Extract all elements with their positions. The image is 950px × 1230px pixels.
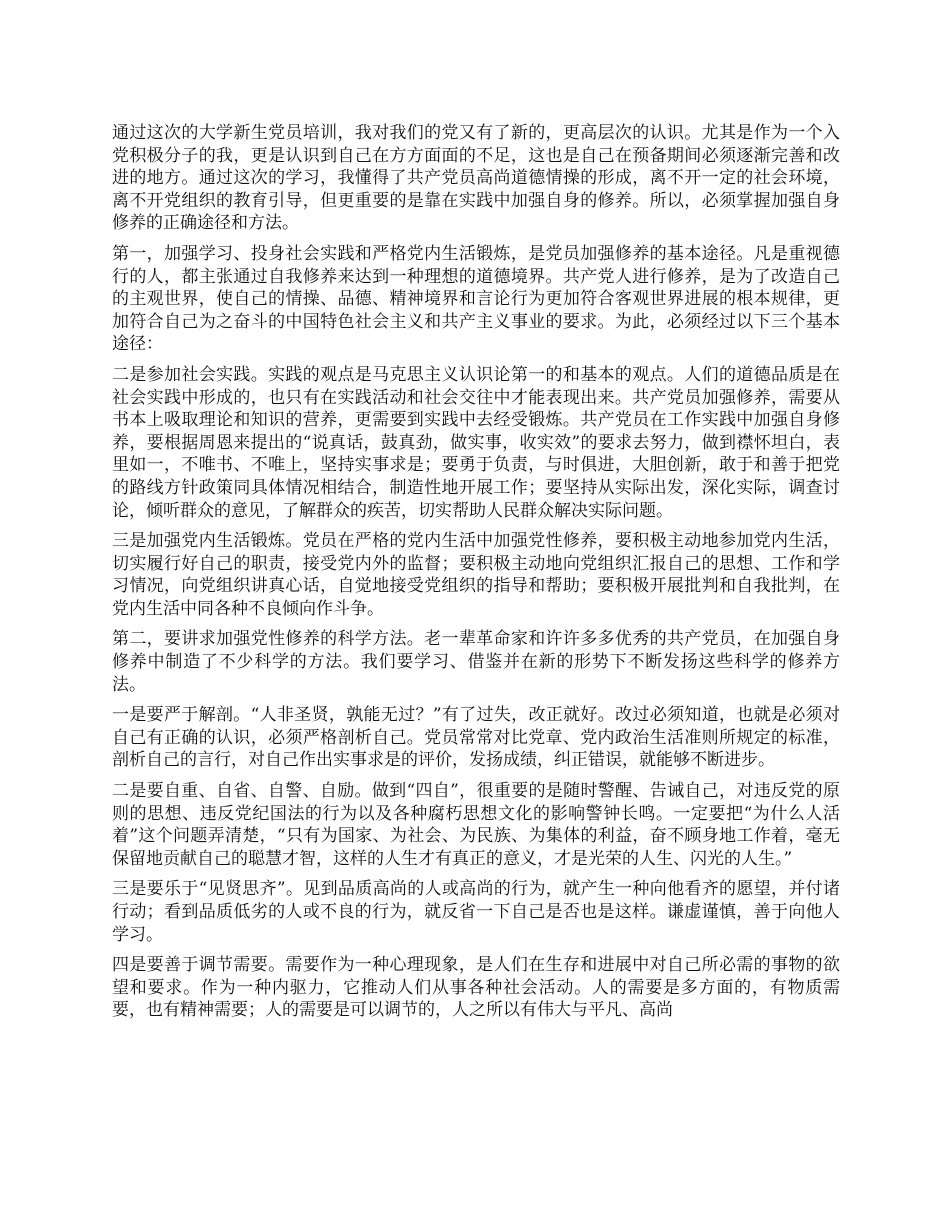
- document-body: [112, 122, 840, 1030]
- paragraph-first-point: 第一，加强学习、投身社会实践和严格党内生活锻炼，是党员加强修养的基本途径。凡是重视德行的人，都主张通过自我修养来达到一种理想的道德境界。共产党人进行修养，是为了改造自己的主观世界，使自己的情操、品德、精神境界和言论行为更加符合客观世界进展的根本规律，更加符合自己为之奋斗的中国特色社会主义和共产主义事业的要求。为此，必须经过以下三个基本途径：: [112, 243, 840, 355]
- paragraph-four-self: 二是要自重、自省、自警、自励。做到“四自”，很重要的是随时警醒、告诫自己，对违反党的原则的思想、违反党纪国法的行为以及各种腐朽思想文化的影响警钟长鸣。一定要把“为什么人活着”这个问题弄清楚，“只有为国家、为社会、为民族、为集体的利益，奋不顾身地工作着，毫无保留地贡献自己的聪慧才智，这样的人生才有真正的意义，才是光荣的人生、闪光的人生。”: [112, 781, 840, 869]
- paragraph-self-analysis: 一是要严于解剖。“人非圣贤，孰能无过？”有了过失，改正就好。改过必须知道，也就是必须对自己有正确的认识，必须严格剖析自己。党员常常对比党章、党内政治生活准则所规定的标准，剖析自己的言行，对自己作出实事求是的评价，发扬成绩，纠正错误，就能够不断进步。: [112, 705, 840, 771]
- paragraph-intro: 通过这次的大学新生党员培训，我对我们的党又有了新的，更高层次的认识。尤其是作为一个入党积极分子的我，更是认识到自己在方方面面的不足，这也是自己在预备期间必须逐渐完善和改进的地方。通过这次的学习，我懂得了共产党员高尚道德情操的形成，离不开一定的社会环境，离不开党组织的教育引导，但更重要的是靠在实践中加强自身的修养。所以，必须掌握加强自身修养的正确途径和方法。: [112, 123, 840, 234]
- paragraph-regulate-needs: 四是要善于调节需要。需要作为一种心理现象，是人们在生存和进展中对自己所必需的事物的欲望和要求。作为一种内驱力，它推动人们从事各种社会活动。人的需要是多方面的，有物质需要，也有精神需要；人的需要是可以调节的，人之所以有伟大与平凡、高尚: [112, 955, 840, 1021]
- paragraph-emulate-virtuous: 三是要乐于“见贤思齐”。见到品质高尚的人或高尚的行为，就产生一种向他看齐的愿望，并付诸行动；看到品质低劣的人或不良的行为，就反省一下自己是否也是这样。谦虚谨慎，善于向他人学习。: [112, 879, 840, 945]
- paragraph-party-life: 三是加强党内生活锻炼。党员在严格的党内生活中加强党性修养，要积极主动地参加党内生活，切实履行好自己的职责，接受党内外的监督；要积极主动地向党组织汇报自己的思想、工作和学习情况，向党组织讲真心话，自觉地接受党组织的指导和帮助；要积极开展批判和自我批判，在党内生活中同各种不良倾向作斗争。: [112, 531, 840, 619]
- paragraph-social-practice: 二是参加社会实践。实践的观点是马克思主义认识论第一的和基本的观点。人们的道德品质是在社会实践中形成的，也只有在实践活动和社会交往中才能表现出来。共产党员加强修养，需要从书本上吸取理论和知识的营养，更需要到实践中去经受锻炼。共产党员在工作实践中加强自身修养，要根据周恩来提出的“说真话，鼓真劲，做实事，收实效”的要求去努力，做到襟怀坦白，表里如一，不唯书、不唯上，坚持实事求是；要勇于负责，与时俱进，大胆创新，敢于和善于把党的路线方针政策同具体情况相结合，制造性地开展工作；要坚持从实际出发，深化实际，调查讨论，倾听群众的意见，了解群众的疾苦，切实帮助人民群众解决实际问题。: [112, 364, 840, 521]
- paragraph-second-point: 第二，要讲求加强党性修养的科学方法。老一辈革命家和许许多多优秀的共产党员，在加强自身修养中制造了不少科学的方法。我们要学习、借鉴并在新的形势下不断发扬这些科学的修养方法。: [112, 629, 840, 695]
